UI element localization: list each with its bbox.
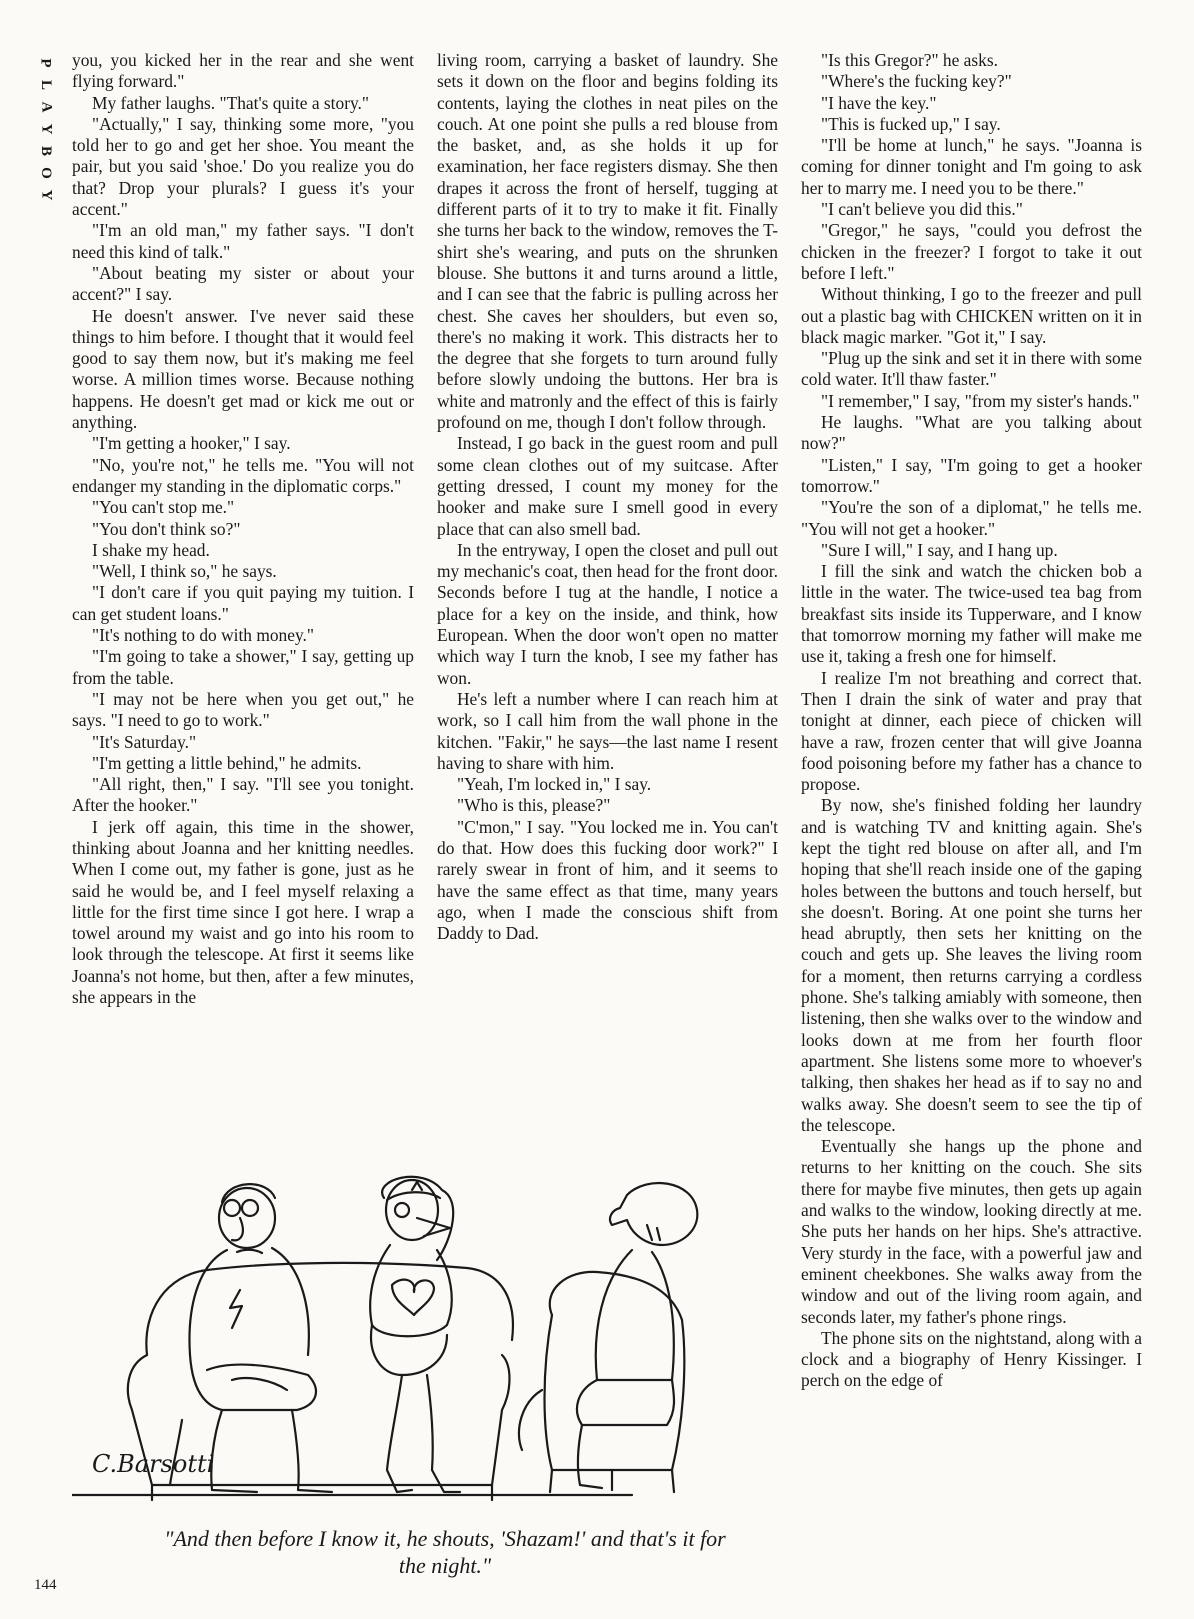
paragraph: "Is this Gregor?" he asks. — [821, 50, 998, 70]
spine-letter: O — [37, 167, 54, 179]
paragraph: "Listen," I say, "I'm going to get a hooker tomorrow." — [801, 454, 1142, 496]
paragraph: "You don't think so?" — [92, 518, 241, 539]
paragraph: I realize I'm not breathing and correct that. Then I drain the sink of water and pray that tonight at dinner, each piece of chicken will have a raw, frozen center that will give Joanna food poisoning before my father has a chance to propose. — [801, 667, 1142, 795]
paragraph: "You can't stop me." — [92, 497, 235, 518]
paragraph: My father laughs. "That's quite a story." — [92, 92, 370, 113]
spine-letter: L — [37, 79, 54, 91]
paragraph: "Who is this, please?" — [457, 795, 611, 816]
cartoon-illustration — [72, 1140, 772, 1515]
paragraph: "I don't care if you quit paying my tuition. I can get student loans." — [72, 582, 414, 624]
paragraph: The phone sits on the nightstand, along with a clock and a biography of Henry Kissinger. I perch on the edge of — [801, 1327, 1142, 1391]
paragraph: living room, carrying a basket of laundry. She sets it down on the floor and begins folding its contents, laying the clothes in neat piles on the couch. At one point she pulls a red blouse from the basket, and, as she holds it up for examination, her face registers dismay. She then drapes it across the front of herself, tugging at different parts of it to try to make it fit. Finally she turns her back to the window, removes the T-shirt she's wearing, and puts on the shrunken blouse. She buttons it and turns around a little, and I can see that the fabric is pulling across her chest. She caves her shoulders, but even so, there's no making it work. This distracts her to the degree that she forgets to turn around fully before slowly undoing the buttons. Her bra is white and matronly and the effect of this is fairly profound on me, though I don't follow through. — [437, 50, 778, 433]
spine-letter: B — [37, 145, 54, 157]
spine-letter: Y — [38, 123, 54, 135]
text-column-2 — [437, 50, 778, 944]
paragraph: "About beating my sister or about your accent?" I say. — [72, 262, 414, 305]
paragraph: "I'll be home at lunch," he says. "Joanna is coming for dinner tonight and I'm going to ask her to marry me. I need you to be there." — [801, 135, 1142, 198]
paragraph: "Where's the fucking key?" — [821, 71, 1012, 92]
paragraph: He doesn't answer. I've never said these things to him before. I thought that it would feel good to say them now, but it's making me feel worse. A million times worse. Because nothing happens. He doesn't get mad or kick me out or anything. — [72, 305, 414, 433]
paragraph: "I have the key." — [821, 92, 937, 113]
paragraph: "I remember," I say, "from my sister's hands." — [821, 390, 1140, 411]
text-column-1 — [72, 50, 414, 1008]
magazine-spine — [36, 52, 56, 206]
paragraph: He laughs. "What are you talking about now?" — [801, 412, 1142, 454]
paragraph: "Well, I think so," he says. — [92, 561, 277, 582]
paragraph: "C'mon," I say. "You locked me in. You can't do that. How does this fucking door work?" I rarely swear in front of him, and it seems to have the same effect as that time, many years ago, when I made the conscious shift from Daddy to Dad. — [437, 816, 778, 944]
paragraph: "I can't believe you did this." — [821, 199, 1023, 220]
paragraph: you, you kicked her in the rear and she went flying forward." — [72, 50, 414, 92]
paragraph: "This is fucked up," I say. — [821, 113, 1001, 134]
paragraph: I fill the sink and watch the chicken bob a little in the water. The twice-used tea bag from breakfast sits inside its Tupperware, and I know that tomorrow morning my father will make me use it, taking a fresh one for himself. — [801, 561, 1142, 667]
paragraph: "You're the son of a diplomat," he tells me. "You will not get a hooker." — [801, 497, 1142, 539]
paragraph: "Sure I will," I say, and I hang up. — [821, 539, 1058, 560]
paragraph: Eventually she hangs up the phone and returns to her knitting on the couch. She sits there for maybe five minutes, then gets up again and walks to the window, looking directly at me. She puts her hands on her hips. She's attractive. Very sturdy in the face, with a powerful jaw and eminent cheekbones. She walks away from the window and out of the living room again, and seconds later, my father's phone rings. — [801, 1136, 1142, 1327]
spine-letter: Y — [38, 189, 54, 201]
paragraph: "I'm an old man," my father says. "I don't need this kind of talk." — [72, 220, 414, 262]
paragraph: "All right, then," I say. "I'll see you tonight. After the hooker." — [72, 774, 414, 816]
paragraph: "Gregor," he says, "could you defrost the chicken in the freezer? I forgot to take it out before I left." — [801, 220, 1142, 283]
paragraph: "Yeah, I'm locked in," I say. — [457, 774, 652, 795]
spine-letter: P — [37, 58, 54, 68]
spine-letter: A — [38, 101, 54, 113]
paragraph: "Actually," I say, thinking some more, "you told her to go and get her shoe. You meant the pair, but you said 'shoe.' Do you realize you do that? Drop your plurals? I guess it's your accent." — [72, 113, 414, 220]
signature: C.Barsotti — [92, 1450, 215, 1478]
paragraph: I shake my head. — [92, 539, 210, 560]
paragraph: In the entryway, I open the closet and pull out my mechanic's coat, then head for the front door. Seconds before I tug at the handle, I notice a place for a key on the inside, and think, how European. When the door won't open no matter which way I turn the knob, I see my father has won. — [437, 539, 778, 688]
paragraph: "I may not be here when you get out," he says. "I need to go to work." — [72, 688, 414, 731]
paragraph: "I'm getting a little behind," he admits. — [92, 752, 362, 773]
paragraph: "I'm going to take a shower," I say, getting up from the table. — [72, 646, 414, 688]
paragraph: Without thinking, I go to the freezer and pull out a plastic bag with CHICKEN written on it in black magic marker. "Got it," I say. — [801, 284, 1142, 347]
paragraph: "No, you're not," he tells me. "You will not endanger my standing in the diplomatic corps." — [72, 454, 414, 496]
paragraph: He's left a number where I can reach him at work, so I call him from the wall phone in the kitchen. "Fakir," he says—the last name I resent having to share with him. — [437, 688, 778, 773]
paragraph: "Plug up the sink and set it in there with some cold water. It'll thaw faster." — [801, 348, 1142, 390]
text-column-3 — [801, 50, 1142, 1392]
paragraph: "It's nothing to do with money." — [92, 625, 314, 646]
paragraph: "It's Saturday." — [92, 731, 197, 752]
paragraph: By now, she's finished folding her laundry and is watching TV and knitting again. She's kept the tight red blouse on after all, and I'm hoping that she'll reach inside one of the gaping holes between the buttons and touch herself, but she doesn't. Boring. At one point she turns her head abruptly, then sets her knitting on the couch and gets up. She leaves the living room for a moment, then returns carrying a cordless phone. She's talking amiably with someone, then listening, then she walks over to the window and looks down at me from her fourth floor apartment. She listens some more to whoever's talking, then shakes her head as if to say no and walks away. She doesn't seem to see the tip of the telescope. — [801, 795, 1142, 1135]
paragraph: "I'm getting a hooker," I say. — [92, 433, 291, 454]
page-number: 144 — [34, 1577, 57, 1593]
cartoon-caption: "And then before I know it, he shouts, 'Shazam!' and that's it for the night." — [164, 1526, 726, 1578]
paragraph: I jerk off again, this time in the shower, thinking about Joanna and her knitting needles. When I come out, my father is gone, just as he said he would be, and I feel myself relaxing a little for the first time since I got here. I wrap a towel around my waist and go into his room to look through the telescope. At first it seems like Joanna's not home, but then, after a few minutes, she appears in the — [72, 816, 414, 1008]
paragraph: Instead, I go back in the guest room and pull some clean clothes out of my suitcase. After getting dressed, I count my money for the hooker and make sure I smell good in every place that can also smell bad. — [437, 433, 778, 539]
